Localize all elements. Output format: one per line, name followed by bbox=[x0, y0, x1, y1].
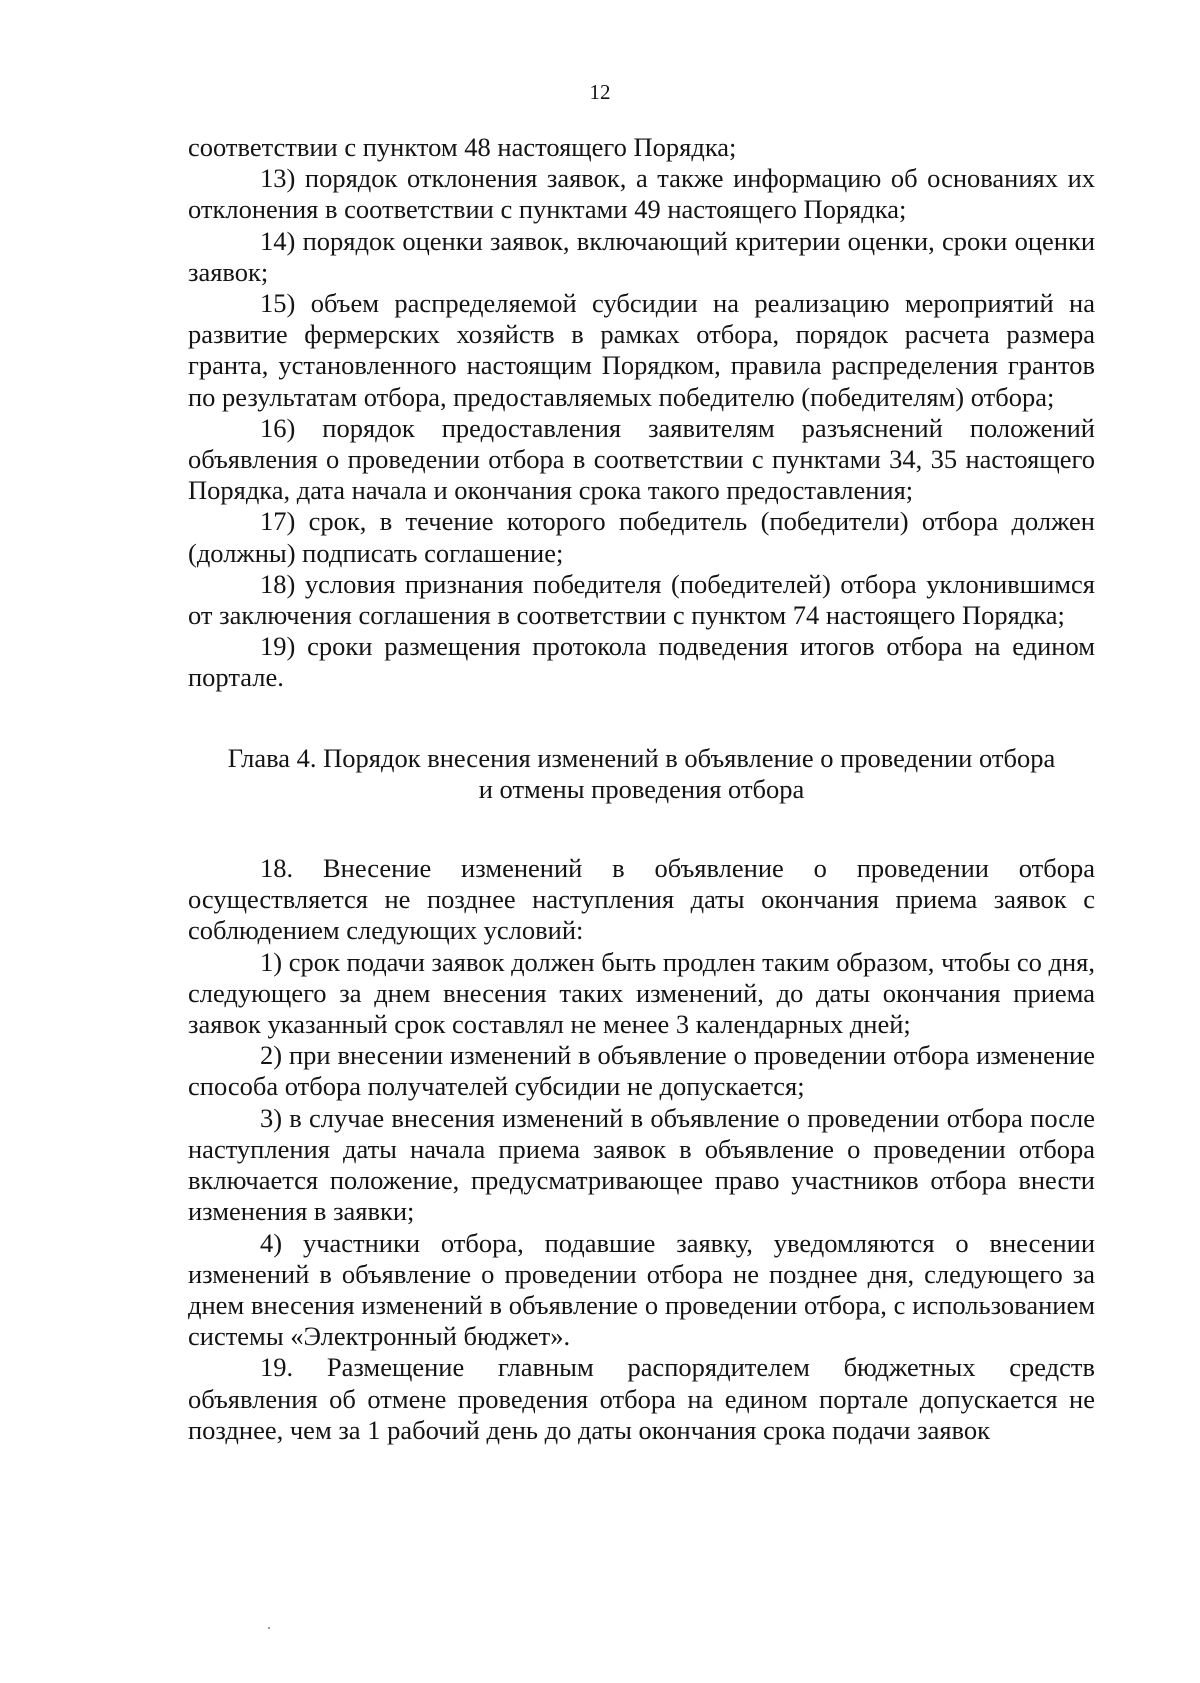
paragraph: соответствии с пунктом 48 настоящего Порядка; bbox=[188, 132, 737, 162]
clause-18-item-4: 4) участники отбора, подавшие заявку, уведомляются о внесении изменений в объявление о проведении отбора не позднее дня, следующего за днем внесения изменений в объявление о проведении отбора, с использованием системы «Электронный бюджет». bbox=[188, 1227, 1095, 1352]
page-number: 12 bbox=[589, 80, 611, 104]
list-item-16: 16) порядок предоставления заявителям разъяснений положений объявления о проведении отбора в соответствии с пунктами 34, 35 настоящего Порядка, дата начала и окончания срока такого предоставления; bbox=[188, 412, 1095, 506]
clause-18: 18. Внесение изменений в объявление о проведении отбора осуществляется не позднее наступления даты окончания приема заявок с соблюдением следующих условий: bbox=[188, 853, 1095, 946]
list-item-17: 17) срок, в течение которого победитель (победители) отбора должен (должны) подписать соглашение; bbox=[188, 506, 1095, 568]
chapter-heading-line-1: Глава 4. Порядок внесения изменений в объявление о проведении отбора bbox=[227, 742, 1056, 773]
list-item-19: 19) сроки размещения протокола подведения итогов отбора на едином портале. bbox=[188, 631, 1095, 693]
clause-18-item-3: 3) в случае внесения изменений в объявление о проведении отбора после наступления даты начала приема заявок в объявление о проведении отбора включается положение, предусматривающее право участников отбора внести изменения в заявки; bbox=[188, 1102, 1095, 1227]
clause-19: 19. Размещение главным распорядителем бюджетных средств объявления об отмене проведения отбора на едином портале допускается не позднее, чем за 1 рабочий день до даты окончания срока подачи заявок bbox=[188, 1352, 1095, 1445]
list-item-13: 13) порядок отклонения заявок, а также информацию об основаниях их отклонения в соответствии с пунктами 49 настоящего Порядка; bbox=[188, 163, 1095, 225]
chapter-heading bbox=[188, 743, 1095, 805]
scan-artifact bbox=[268, 1627, 270, 1629]
list-item-18: 18) условия признания победителя (победителей) отбора уклонившимся от заключения соглашения в соответствии с пунктом 74 настоящего Порядка; bbox=[188, 568, 1095, 631]
list-item-15: 15) объем распределяемой субсидии на реализацию мероприятий на развитие фермерских хозяйств в рамках отбора, порядок расчета размера гранта, установленного настоящим Порядком, правила распределения грантов по результатам отбора, предоставляемых победителю (победителям) отбора; bbox=[188, 288, 1095, 412]
document-body bbox=[188, 132, 1095, 1446]
clause-18-item-1: 1) срок подачи заявок должен быть продлен таким образом, чтобы со дня, следующего за днем внесения таких изменений, до даты окончания приема заявок указанный срок составлял не менее 3 календарных дней; bbox=[188, 946, 1095, 1040]
clause-18-item-2: 2) при внесении изменений в объявление о проведении отбора изменение способа отбора получателей субсидии не допускается; bbox=[188, 1040, 1095, 1102]
list-item-14: 14) порядок оценки заявок, включающий критерии оценки, сроки оценки заявок; bbox=[188, 225, 1095, 287]
chapter-heading-line-2: и отмены проведения отбора bbox=[478, 773, 805, 804]
